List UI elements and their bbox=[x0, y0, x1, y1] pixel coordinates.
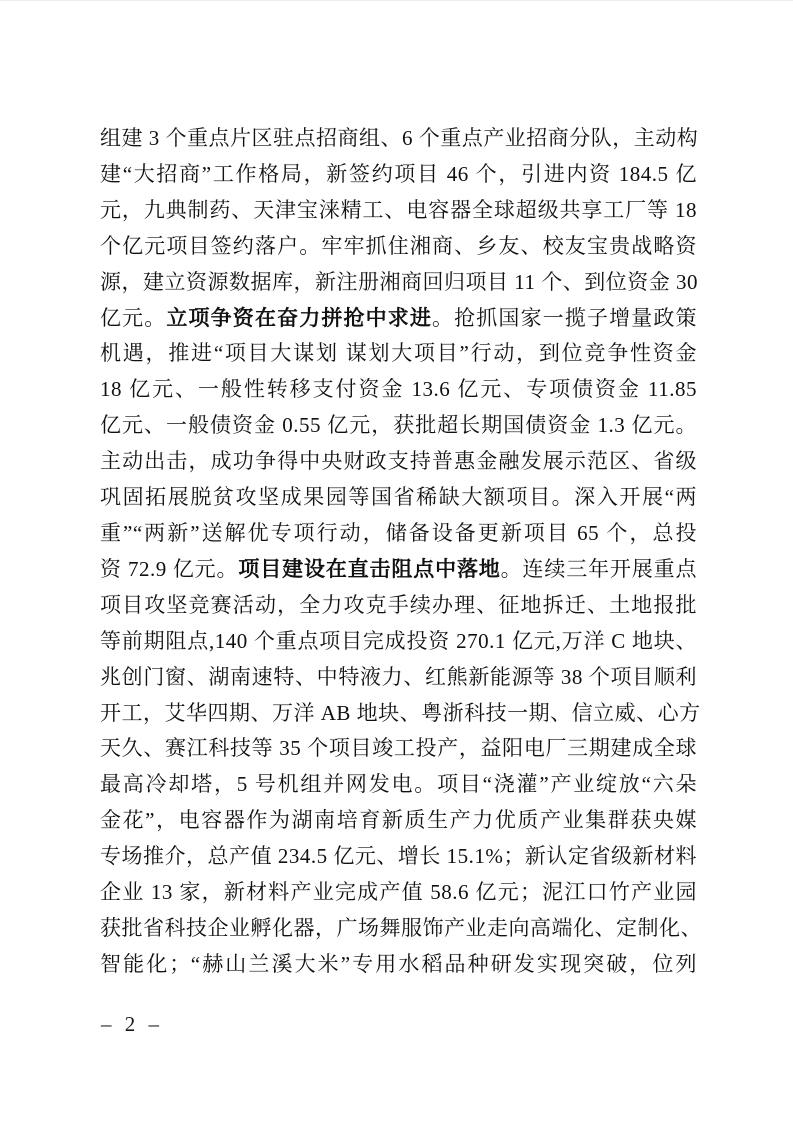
body-text-block bbox=[100, 121, 702, 983]
text-line bbox=[100, 193, 697, 229]
body-text: 项目攻坚竞赛活动，全力攻克手续办理、征地拆迁、土地报批 bbox=[100, 592, 697, 617]
body-text: 元，九典制药、天津宝涞精工、电容器全球超级共享工厂等 18 bbox=[100, 197, 697, 222]
text-line bbox=[100, 624, 697, 660]
body-text: 开工，艾华四期、万洋 AB 地块、粤浙科技一期、信立威、心方 bbox=[100, 700, 701, 725]
body-text: 天久、赛江科技等 35 个项目竣工投产，益阳电厂三期建成全球 bbox=[100, 736, 697, 761]
text-line bbox=[100, 731, 697, 767]
body-text: 兆创门窗、湖南速特、中特液力、红熊新能源等 38 个项目顺利 bbox=[100, 664, 697, 689]
text-line bbox=[100, 372, 697, 408]
text-line bbox=[100, 121, 697, 157]
text-line bbox=[100, 660, 697, 696]
body-text: 最高冷却塔，5 号机组并网发电。项目“浇灌”产业绽放“六朵 bbox=[100, 772, 697, 797]
document-page bbox=[0, 1, 793, 1123]
text-line bbox=[100, 301, 697, 337]
text-line bbox=[100, 588, 697, 624]
text-line bbox=[100, 480, 697, 516]
body-text: 机遇，推进“项目大谋划 谋划大项目”行动，到位竞争性资金 bbox=[100, 341, 697, 366]
body-text: 金花”，电容器作为湖南培育新质生产力优质产业集群获央媒 bbox=[100, 808, 697, 833]
body-text: 主动出击，成功争得中央财政支持普惠金融发展示范区、省级 bbox=[100, 449, 697, 474]
text-line bbox=[100, 947, 697, 983]
body-text: 获批省科技企业孵化器，广场舞服饰产业走向高端化、定制化、 bbox=[100, 915, 702, 940]
text-line bbox=[100, 229, 697, 265]
body-text: 企业 13 家，新材料产业完成产值 58.6 亿元；泥江口竹产业园 bbox=[100, 880, 697, 905]
page-number: – 2 – bbox=[101, 1012, 163, 1036]
text-line bbox=[100, 552, 697, 588]
body-text: 建“大招商”工作格局，新签约项目 46 个，引进内资 184.5 亿 bbox=[100, 161, 697, 186]
body-text: 亿元、一般债资金 0.55 亿元，获批超长期国债资金 1.3 亿元。 bbox=[100, 413, 697, 438]
body-text: 等前期阻点,140 个重点项目完成投资 270.1 亿元,万洋 C 地块、 bbox=[100, 628, 697, 653]
text-line bbox=[100, 696, 701, 732]
body-text: 亿元。 bbox=[100, 305, 167, 330]
body-text: 智能化；“赫山兰溪大米”专用水稻品种研发实现突破，位列 bbox=[100, 951, 697, 976]
body-text: 组建 3 个重点片区驻点招商组、6 个重点产业招商分队，主动构 bbox=[100, 126, 699, 150]
text-line bbox=[100, 767, 697, 803]
text-line bbox=[100, 839, 697, 875]
body-text: 。抢抓国家一揽子增量政策 bbox=[432, 305, 698, 330]
emphasis-text: 项目建设在直击阻点中落地 bbox=[238, 556, 501, 581]
body-text: 18 亿元、一般性转移支付资金 13.6 亿元、专项债资金 11.85 bbox=[100, 377, 697, 402]
body-text: 源，建立资源数据库，新注册湘商回归项目 11 个、到位资金 30 bbox=[100, 269, 698, 294]
text-line bbox=[100, 803, 697, 839]
body-text: 专场推介，总产值 234.5 亿元、增长 15.1%；新认定省级新材料 bbox=[100, 844, 697, 869]
text-line bbox=[100, 911, 702, 947]
text-line bbox=[100, 336, 697, 372]
body-text: 个亿元项目签约落户。牢牢抓住湘商、乡友、校友宝贵战略资 bbox=[100, 233, 697, 258]
body-text: 。连续三年开展重点 bbox=[500, 556, 698, 581]
text-line bbox=[100, 408, 697, 444]
body-text: 巩固拓展脱贫攻坚成果园等国省稀缺大额项目。深入开展“两 bbox=[100, 485, 697, 510]
text-line bbox=[100, 157, 697, 193]
body-text: 资 72.9 亿元。 bbox=[100, 556, 239, 581]
text-line bbox=[100, 265, 697, 301]
text-line bbox=[100, 875, 697, 911]
text-line bbox=[100, 516, 697, 552]
emphasis-text: 立项争资在奋力拼抢中求进 bbox=[166, 305, 433, 330]
text-line bbox=[100, 444, 697, 480]
body-text: 重”“两新”送解优专项行动，储备设备更新项目 65 个，总投 bbox=[100, 520, 697, 545]
